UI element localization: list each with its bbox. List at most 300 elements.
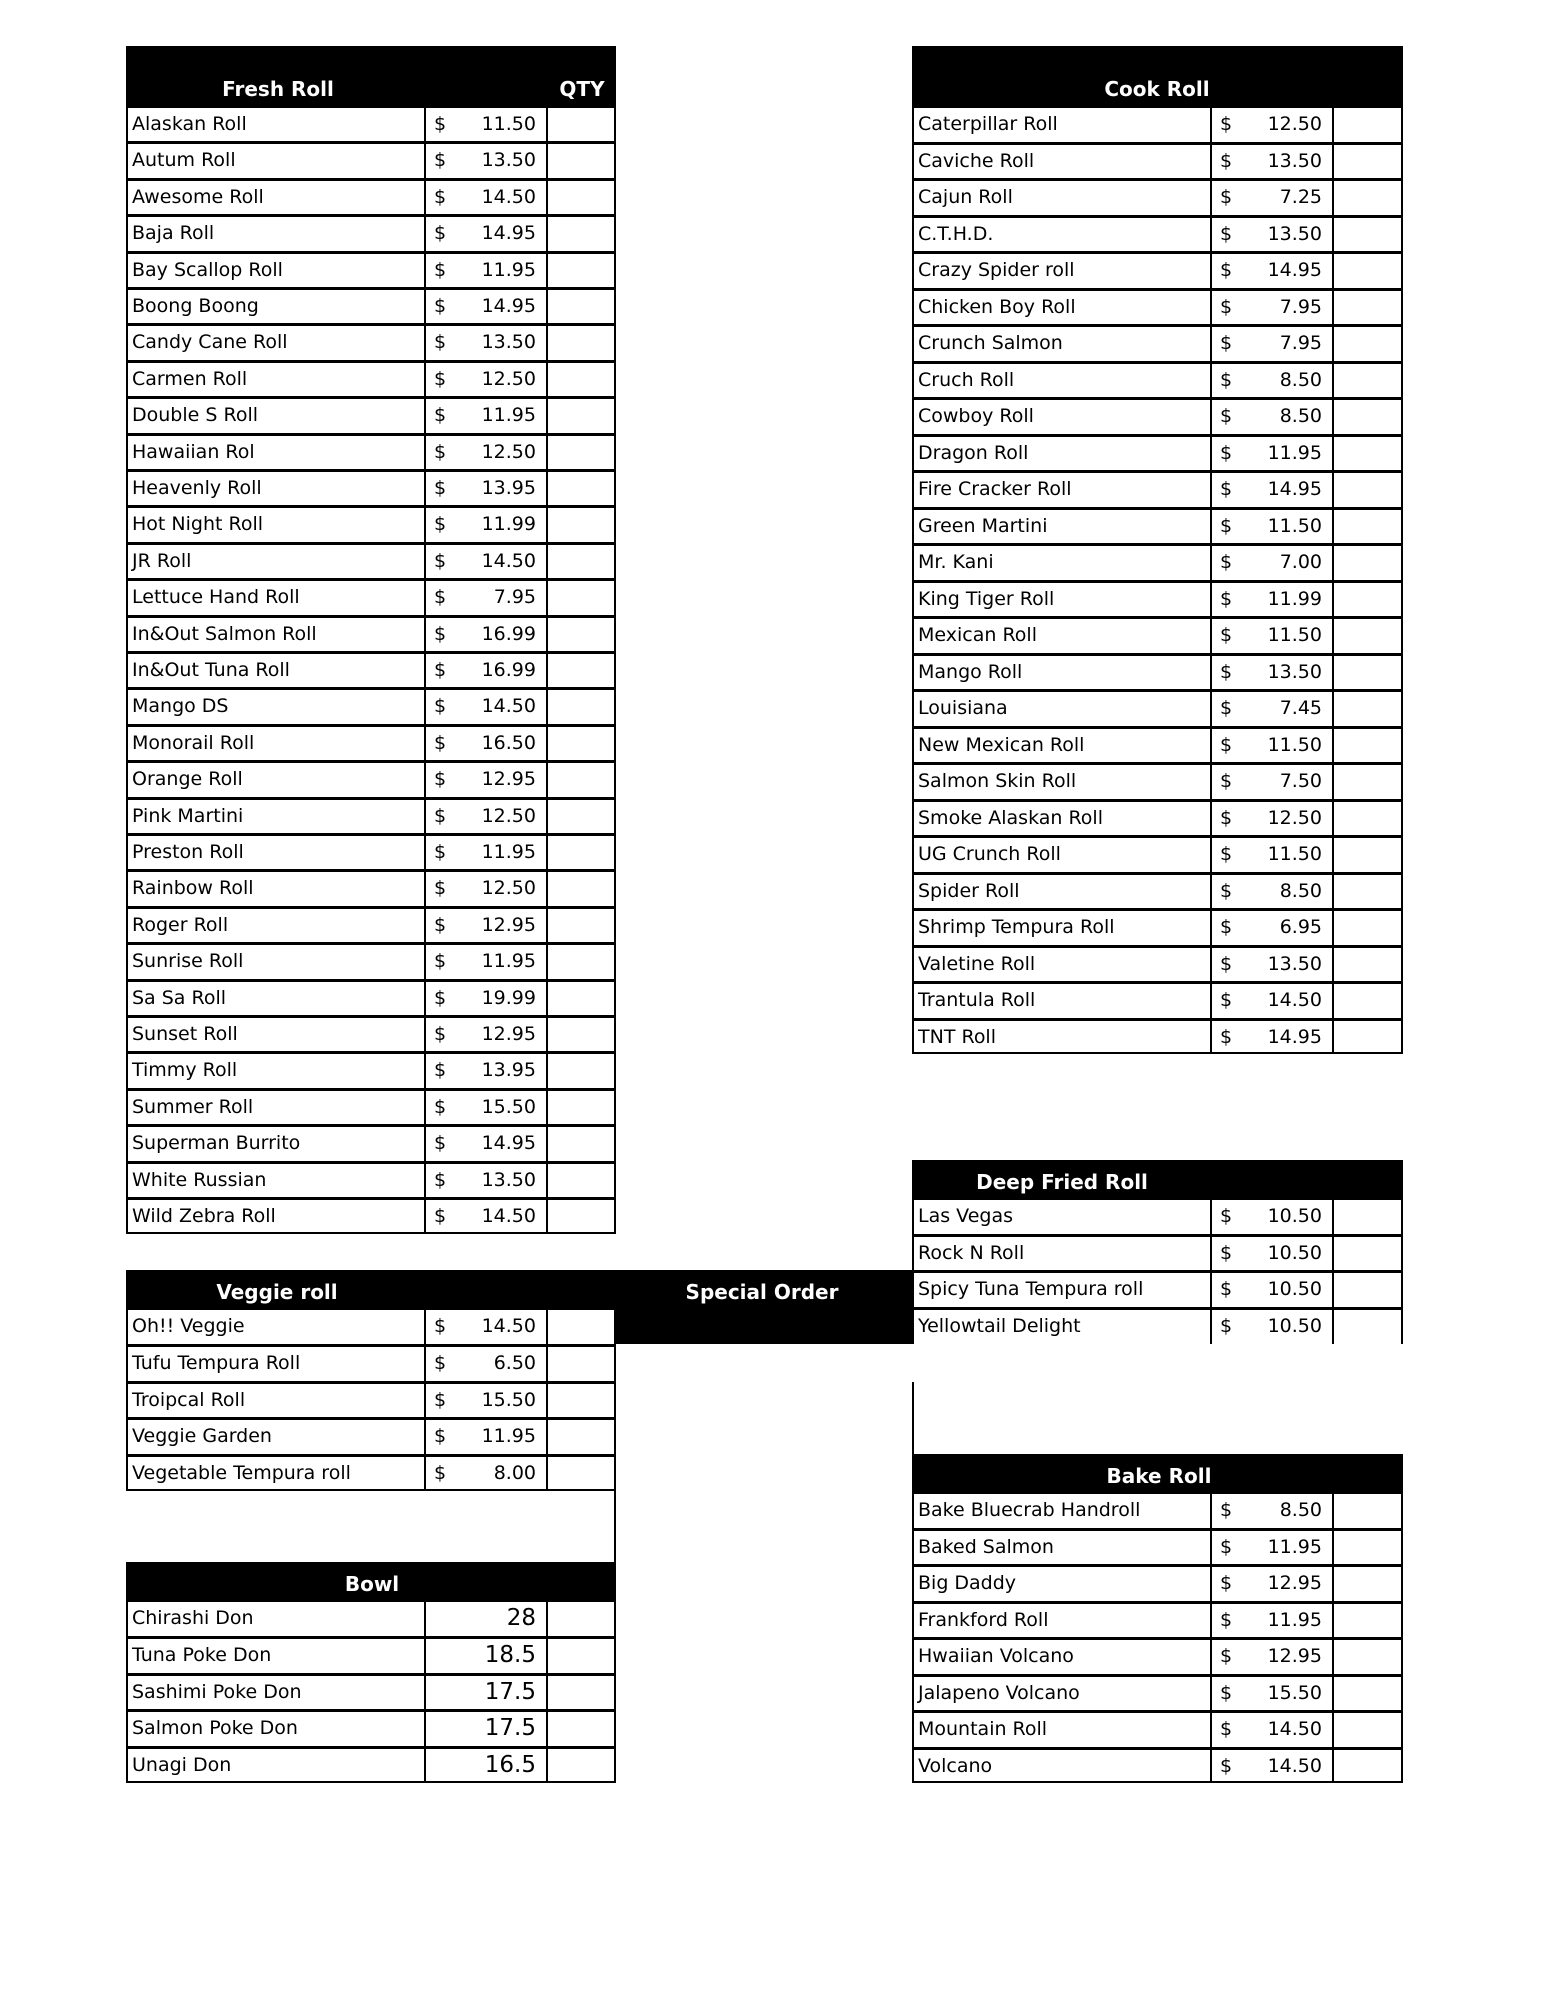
table-row [128,1673,614,1710]
table-row [914,1747,1401,1784]
fresh-roll-title: Fresh Roll [222,77,334,101]
item-price: 7.95 [1279,295,1322,318]
item-name: Volcano [918,1754,993,1777]
qty-cell[interactable] [548,181,614,214]
item-price: 7.25 [1279,186,1322,208]
item-price: 15.50 [481,1095,536,1118]
item-price: 11.95 [1267,1535,1322,1558]
item-name: Cruch Roll [918,368,1015,391]
qty-cell[interactable] [548,945,614,978]
qty-cell[interactable] [548,1054,614,1087]
qty-cell[interactable] [548,363,614,396]
bake-roll-header [912,1454,1403,1491]
qty-cell[interactable] [1334,1273,1401,1307]
currency-symbol: $ [1220,916,1233,938]
currency-symbol: $ [434,404,447,427]
item-name: Fire Cracker Roll [918,478,1072,500]
qty-cell[interactable] [548,254,614,287]
item-price: 7.45 [1279,697,1322,719]
table-row [128,1344,614,1381]
qty-cell[interactable] [548,909,614,942]
qty-cell[interactable] [548,399,614,432]
qty-cell[interactable] [548,1384,614,1418]
item-price: 11.95 [1267,441,1322,464]
table-row [914,1528,1401,1565]
currency-symbol: $ [1220,1572,1233,1594]
item-name: Rock N Roll [918,1241,1025,1264]
cook-roll-title: Cook Roll [1104,77,1210,101]
qty-cell[interactable] [548,1457,614,1491]
qty-cell[interactable] [548,1639,614,1673]
item-price: 8.50 [1279,368,1322,391]
table-row [914,1564,1401,1601]
qty-cell[interactable] [548,1420,614,1454]
item-price: 16.99 [481,622,536,645]
item-price: 12.95 [1267,1572,1322,1594]
item-name: Crazy Spider roll [918,259,1075,281]
item-price: 13.50 [481,1168,536,1191]
item-name: Frankford Roll [918,1608,1049,1631]
item-price: 14.50 [481,1205,536,1227]
qty-cell[interactable] [1334,437,1401,471]
qty-cell[interactable] [548,727,614,760]
table-row [128,178,614,214]
qty-label: QTY [559,77,605,101]
qty-cell[interactable] [548,654,614,687]
qty-cell[interactable] [548,763,614,796]
bake-roll-table [912,1491,1403,1783]
qty-cell[interactable] [548,1712,614,1746]
currency-symbol: $ [434,731,447,754]
table-row [914,215,1401,252]
item-price: 12.50 [481,440,536,463]
currency-symbol: $ [1220,879,1233,902]
qty-cell[interactable] [1334,911,1401,945]
table-row [914,251,1401,288]
table-row [914,689,1401,726]
qty-cell[interactable] [548,326,614,359]
item-name: Big Daddy [918,1572,1017,1594]
qty-cell[interactable] [548,982,614,1015]
item-price: 12.95 [481,913,536,936]
qty-cell[interactable] [1334,1750,1401,1784]
table-row [128,760,614,796]
currency-symbol: $ [434,1462,447,1485]
qty-cell[interactable] [1334,692,1401,726]
bowl-header [126,1562,616,1599]
qty-cell[interactable] [548,690,614,723]
qty-cell[interactable] [548,144,614,177]
qty-cell[interactable] [1334,473,1401,507]
table-row [128,141,614,177]
item-name: Pink Martini [132,804,244,827]
table-row [128,687,614,723]
currency-symbol: $ [434,986,447,1009]
item-name: Double S Roll [132,404,258,427]
qty-cell[interactable] [548,1164,614,1197]
currency-symbol: $ [1220,733,1233,756]
qty-cell[interactable] [1334,1310,1401,1344]
currency-symbol: $ [1220,1278,1233,1301]
currency-symbol: $ [434,477,447,499]
item-name: Oh!! Veggie [132,1315,245,1337]
item-name: Orange Roll [132,768,243,791]
qty-cell[interactable] [548,872,614,905]
item-name: Crunch Salmon [918,332,1063,354]
item-name: Hawaiian Rol [132,440,255,463]
currency-symbol: $ [1220,1645,1233,1667]
item-name: King Tiger Roll [918,587,1055,610]
currency-symbol: $ [1220,514,1233,537]
item-name: Boong Boong [132,295,259,317]
item-name: Las Vegas [918,1205,1013,1227]
item-name: In&Out Tuna Roll [132,659,290,681]
item-name: Sa Sa Roll [132,986,227,1009]
veggie-roll-header [126,1270,616,1307]
qty-cell[interactable] [1334,1713,1401,1747]
qty-cell[interactable] [548,472,614,505]
item-price: 16.5 [484,1752,536,1779]
qty-cell[interactable] [548,545,614,578]
table-row [914,653,1401,690]
table-row [914,1018,1401,1055]
currency-symbol: $ [434,1315,447,1337]
item-name: Mountain Roll [918,1718,1048,1740]
veggie-roll-table [126,1307,616,1491]
currency-symbol: $ [434,513,447,536]
currency-symbol: $ [434,841,447,863]
table-row [914,434,1401,471]
qty-cell[interactable] [1334,108,1401,142]
qty-cell[interactable] [1334,1567,1401,1601]
table-row [128,869,614,905]
table-row [128,797,614,833]
table-row [128,323,614,359]
currency-symbol: $ [1220,551,1233,573]
qty-cell[interactable] [1334,875,1401,909]
item-price: 6.95 [1279,916,1322,938]
fresh-roll-header [126,46,616,105]
currency-symbol: $ [434,586,447,609]
qty-cell[interactable] [1334,546,1401,580]
currency-symbol: $ [1220,1315,1233,1338]
qty-cell[interactable] [1334,583,1401,617]
currency-symbol: $ [434,804,447,827]
table-row [914,397,1401,434]
currency-symbol: $ [1220,660,1233,683]
item-price: 7.95 [493,586,536,609]
item-price: 14.50 [481,549,536,572]
table-row [128,251,614,287]
item-name: Bake Bluecrab Handroll [918,1499,1141,1521]
item-price: 8.50 [1279,879,1322,902]
currency-symbol: $ [434,440,447,463]
currency-symbol: $ [1220,1608,1233,1631]
deep-fried-roll-table [912,1197,1403,1344]
item-name: Salmon Poke Don [132,1717,298,1740]
table-row [914,799,1401,836]
item-name: Spider Roll [918,879,1020,902]
qty-cell[interactable] [1334,802,1401,836]
item-price: 8.00 [493,1462,536,1485]
item-price: 14.95 [1267,478,1322,500]
item-price: 17.5 [484,1715,536,1742]
item-price: 13.95 [481,1059,536,1082]
qty-cell[interactable] [548,1347,614,1381]
table-row [914,507,1401,544]
qty-cell[interactable] [1334,656,1401,690]
qty-cell[interactable] [1334,1494,1401,1528]
qty-cell[interactable] [548,618,614,651]
qty-cell[interactable] [1334,1640,1401,1674]
currency-symbol: $ [1220,1025,1233,1048]
table-row [914,1674,1401,1711]
qty-cell[interactable] [548,1127,614,1160]
qty-cell[interactable] [548,1200,614,1233]
qty-cell[interactable] [1334,1677,1401,1711]
currency-symbol: $ [1220,952,1233,975]
item-price: 12.95 [481,768,536,791]
bake-roll-title: Bake Roll [1106,1464,1212,1488]
item-price: 13.50 [481,149,536,172]
item-name: TNT Roll [918,1025,996,1048]
item-price: 14.95 [481,295,536,317]
table-row [914,945,1401,982]
item-name: Timmy Roll [132,1059,238,1082]
item-name: Autum Roll [132,149,236,172]
table-row [128,833,614,869]
qty-cell[interactable] [1334,254,1401,288]
cook-roll-table [912,105,1403,1054]
item-price: 11.95 [481,404,536,427]
table-row [128,1161,614,1197]
item-name: Spicy Tuna Tempura roll [918,1278,1144,1301]
qty-cell[interactable] [548,1602,614,1636]
item-price: 12.50 [1267,806,1322,829]
qty-cell[interactable] [548,436,614,469]
item-price: 11.95 [481,950,536,973]
qty-cell[interactable] [1334,984,1401,1018]
currency-symbol: $ [1220,770,1233,792]
item-price: 8.50 [1279,405,1322,427]
qty-cell[interactable] [1334,765,1401,799]
qty-cell[interactable] [548,581,614,614]
item-name: Veggie Garden [132,1425,272,1448]
currency-symbol: $ [1220,186,1233,208]
fresh-roll-table [126,105,616,1234]
currency-symbol: $ [1220,332,1233,354]
qty-cell[interactable] [548,217,614,250]
item-price: 17.5 [484,1678,536,1705]
item-name: In&Out Salmon Roll [132,622,317,645]
qty-cell[interactable] [1334,364,1401,398]
currency-symbol: $ [1220,222,1233,245]
item-price: 18.5 [484,1641,536,1668]
qty-cell[interactable] [1334,619,1401,653]
item-price: 12.50 [481,804,536,827]
item-name: Salmon Skin Roll [918,770,1077,792]
table-row [128,1088,614,1124]
table-row [914,142,1401,179]
item-price: 12.50 [1267,113,1322,135]
item-price: 11.95 [481,841,536,863]
table-row [914,1491,1401,1528]
qty-cell[interactable] [1334,145,1401,179]
currency-symbol: $ [1220,149,1233,172]
qty-cell[interactable] [1334,181,1401,215]
item-price: 13.50 [1267,149,1322,172]
qty-cell[interactable] [1334,838,1401,872]
qty-cell[interactable] [1334,1021,1401,1055]
table-row [128,469,614,505]
table-row [128,433,614,469]
currency-symbol: $ [434,768,447,791]
item-price: 11.50 [1267,733,1322,756]
item-price: 11.95 [1267,1608,1322,1631]
qty-cell[interactable] [548,1676,614,1710]
currency-symbol: $ [434,1168,447,1191]
item-price: 10.50 [1267,1278,1322,1301]
item-price: 11.50 [481,113,536,135]
item-name: Dragon Roll [918,441,1029,464]
item-name: Troipcal Roll [132,1388,246,1411]
currency-symbol: $ [1220,1205,1233,1227]
qty-cell[interactable] [548,1091,614,1124]
currency-symbol: $ [1220,587,1233,610]
table-row [128,906,614,942]
qty-cell[interactable] [548,290,614,323]
qty-cell[interactable] [1334,510,1401,544]
table-row [128,1417,614,1454]
item-name: Shrimp Tempura Roll [918,916,1115,938]
item-name: Summer Roll [132,1095,254,1118]
table-row [914,288,1401,325]
currency-symbol: $ [434,185,447,208]
qty-cell[interactable] [548,508,614,541]
table-row [914,105,1401,142]
table-row [128,724,614,760]
item-price: 10.50 [1267,1205,1322,1227]
table-row [914,1307,1401,1344]
table-row [914,1270,1401,1307]
item-name: Vegetable Tempura roll [132,1462,351,1485]
table-row [128,1124,614,1160]
table-row [128,105,614,141]
item-price: 14.95 [481,222,536,245]
table-row [128,578,614,614]
currency-symbol: $ [1220,368,1233,391]
qty-cell[interactable] [548,1749,614,1783]
table-row [914,470,1401,507]
currency-symbol: $ [434,1425,447,1448]
table-row [914,616,1401,653]
item-price: 11.50 [1267,514,1322,537]
table-row [914,726,1401,763]
currency-symbol: $ [1220,843,1233,865]
item-price: 11.99 [1267,587,1322,610]
item-price: 28 [506,1605,536,1631]
item-price: 12.95 [481,1023,536,1045]
item-price: 14.95 [481,1132,536,1155]
item-name: Lettuce Hand Roll [132,586,300,609]
currency-symbol: $ [434,258,447,281]
item-name: Rainbow Roll [132,877,254,900]
currency-symbol: $ [434,659,447,681]
qty-cell[interactable] [1334,291,1401,325]
qty-cell[interactable] [1334,400,1401,434]
qty-cell[interactable] [1334,327,1401,361]
item-price: 11.95 [481,1425,536,1448]
table-row [128,1015,614,1051]
currency-symbol: $ [1220,624,1233,646]
item-name: Trantula Roll [918,989,1036,1011]
currency-symbol: $ [434,1023,447,1045]
qty-cell[interactable] [548,800,614,833]
table-row [128,1307,614,1344]
currency-symbol: $ [434,1388,447,1411]
item-name: Mango Roll [918,660,1023,683]
item-price: 11.50 [1267,843,1322,865]
item-name: Sunset Roll [132,1023,238,1045]
item-price: 12.50 [481,877,536,900]
item-price: 13.50 [481,331,536,354]
table-row [914,1637,1401,1674]
item-name: Jalapeno Volcano [918,1681,1080,1704]
currency-symbol: $ [434,149,447,172]
item-name: Bay Scallop Roll [132,258,283,281]
item-price: 10.50 [1267,1241,1322,1264]
qty-cell[interactable] [1334,948,1401,982]
table-row [128,214,614,250]
currency-symbol: $ [1220,1535,1233,1558]
item-name: JR Roll [132,549,192,572]
qty-cell[interactable] [548,1310,614,1344]
item-price: 15.50 [481,1388,536,1411]
table-row [128,360,614,396]
item-price: 12.50 [481,367,536,390]
special-order-header [616,1270,912,1344]
bowl-title: Bowl [344,1572,400,1596]
item-price: 14.50 [1267,989,1322,1011]
table-row [128,615,614,651]
currency-symbol: $ [434,549,447,572]
currency-symbol: $ [1220,1499,1233,1521]
qty-cell[interactable] [1334,1604,1401,1638]
item-price: 14.95 [1267,259,1322,281]
qty-cell[interactable] [1334,1237,1401,1271]
qty-cell[interactable] [1334,729,1401,763]
qty-cell[interactable] [1334,1200,1401,1234]
qty-cell[interactable] [1334,218,1401,252]
item-name: Valetine Roll [918,952,1036,975]
qty-cell[interactable] [548,1018,614,1051]
qty-cell[interactable] [1334,1531,1401,1565]
table-row [914,1710,1401,1747]
currency-symbol: $ [1220,478,1233,500]
bowl-table [126,1599,616,1783]
item-name: Alaskan Roll [132,113,247,135]
item-name: Smoke Alaskan Roll [918,806,1103,829]
item-price: 15.50 [1267,1681,1322,1704]
qty-cell[interactable] [548,836,614,869]
item-price: 13.50 [1267,952,1322,975]
currency-symbol: $ [434,1205,447,1227]
table-row [128,979,614,1015]
item-price: 16.99 [481,659,536,681]
qty-cell[interactable] [548,108,614,141]
currency-symbol: $ [1220,1681,1233,1704]
item-price: 14.50 [481,185,536,208]
